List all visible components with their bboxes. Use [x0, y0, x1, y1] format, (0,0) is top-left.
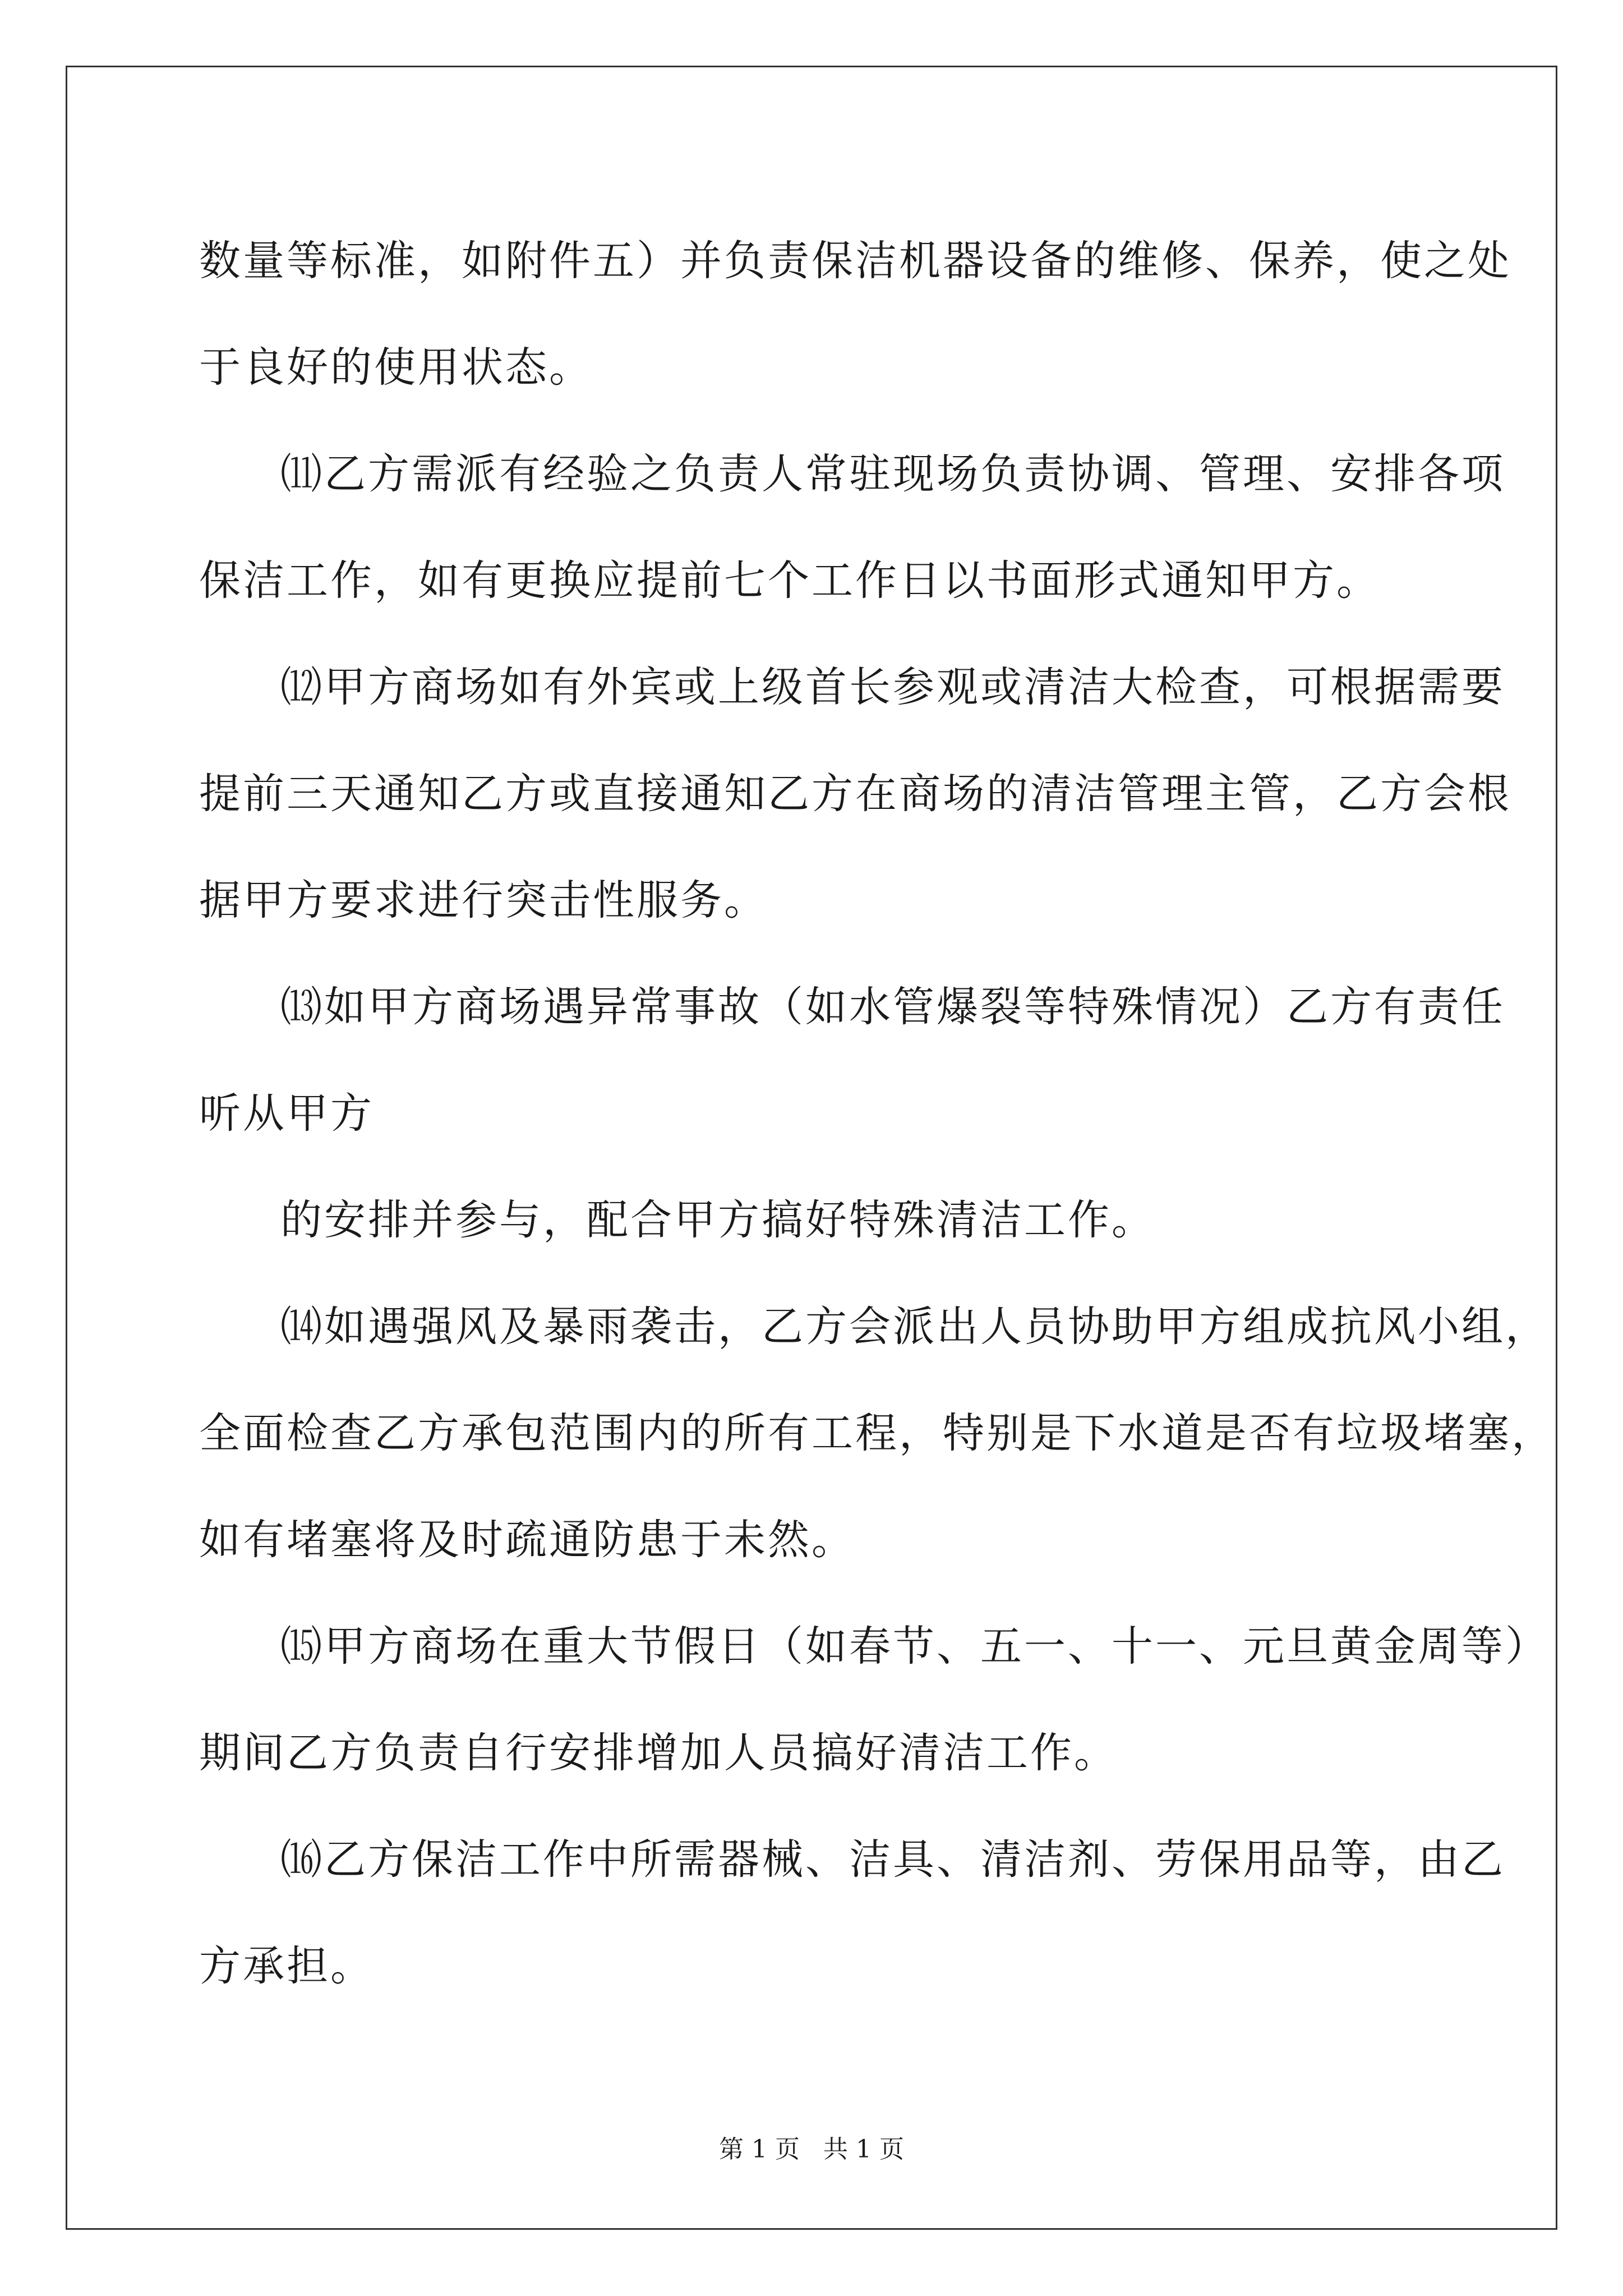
text-line: 全面检查乙方承包范围内的所有工程，特别是下水道是否有垃圾堵塞，: [199, 1409, 1555, 1457]
document-body: [199, 208, 1555, 2019]
text-line: 提前三天通知乙方或直接通知乙方在商场的清洁管理主管，乙方会根: [199, 770, 1511, 818]
text-line: 数量等标准，如附件五）并负责保洁机器设备的维修、保养，使之处: [199, 237, 1511, 285]
clause-13: ⒀如甲方商场遇异常事故（如水管爆裂等特殊情况）乙方有责任: [280, 983, 1505, 1031]
clause-14: ⒁如遇强风及暴雨袭击，乙方会派出人员协助甲方组成抗风小组，: [280, 1303, 1549, 1351]
clause-15: ⒂甲方商场在重大节假日（如春节、五一、十一、元旦黄金周等）: [280, 1622, 1549, 1671]
text-line: 期间乙方负责自行安排增加人员搞好清洁工作。: [199, 1729, 1118, 1777]
text-line: 如有堵塞将及时疏通防患于未然。: [199, 1516, 855, 1564]
text-line: 保洁工作，如有更换应提前七个工作日以书面形式通知甲方。: [199, 556, 1380, 605]
text-line: 的安排并参与，配合甲方搞好特殊清洁工作。: [280, 1196, 1155, 1244]
clause-11: ⑾乙方需派有经验之负责人常驻现场负责协调、管理、安排各项: [280, 450, 1505, 498]
page-total: 共 1 页: [823, 2135, 904, 2164]
text-line: 方承担。: [199, 1942, 374, 1990]
clause-16: ⒃乙方保洁工作中所需器械、洁具、清洁剂、劳保用品等，由乙: [280, 1835, 1505, 1884]
clause-12: ⑿甲方商场如有外宾或上级首长参观或清洁大检查，可根据需要: [280, 663, 1505, 711]
text-line: 听从甲方: [199, 1089, 374, 1138]
page-footer: [0, 2129, 1623, 2165]
text-line: 据甲方要求进行突击性服务。: [199, 876, 768, 924]
page-number: 第 1 页: [719, 2135, 800, 2164]
text-line: 于良好的使用状态。: [199, 343, 593, 392]
